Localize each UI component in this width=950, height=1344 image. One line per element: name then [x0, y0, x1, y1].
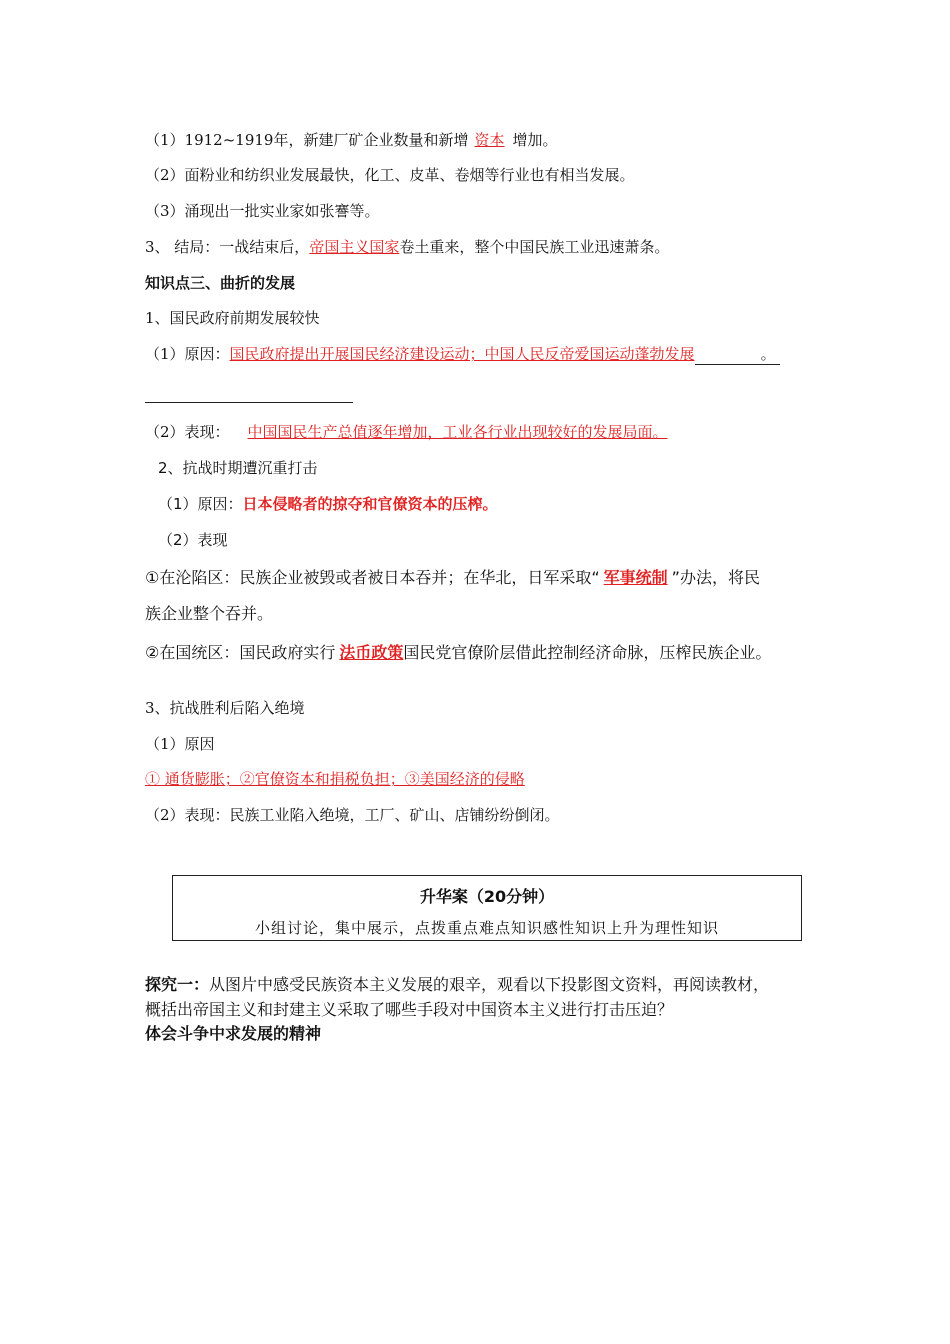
- line-reason-3: （1）原因: [145, 735, 215, 753]
- line-entrepreneurs: （3）涌现出一批实业家如张謇等。: [145, 202, 380, 220]
- inquiry-one: 探究一：从图片中感受民族资本主义发展的艰辛，观看以下投影图文资料，再阅读教材，: [145, 975, 770, 994]
- line-postwar: 3、抗战胜利后陷入绝境: [145, 699, 305, 717]
- line-capital: （1）1912~1919年，新建厂矿企业数量和新增 资本 增加。: [145, 131, 558, 149]
- line-industries: （2）面粉业和纺织业发展最快，化工、皮革、卷烟等行业也有相当发展。: [145, 166, 635, 184]
- line-manifestation-2: （2）表现: [158, 531, 228, 549]
- line-reason-2: （1）原因：日本侵略者的掠夺和官僚资本的压榨。: [158, 495, 498, 513]
- line-kmt-area: ②在国统区：国民政府实行 法币政策国民党官僚阶层借此控制经济命脉，压榨民族企业。: [145, 643, 772, 662]
- box-subtitle: 小组讨论，集中展示，点拨重点难点知识感性知识上升为理性知识: [254, 919, 719, 937]
- section-heading-3: 知识点三、曲折的发展: [145, 274, 296, 292]
- line-outcome: 3、 结局：一战结束后，帝国主义国家卷土重来，整个中国民族工业迅速萧条。: [145, 238, 670, 256]
- line-reason-1: （1）原因：国民政府提出开展国民经济建设运动；中国人民反帝爱国运动蓬勃发展 。: [145, 344, 780, 365]
- inquiry-spirit: 体会斗争中求发展的精神: [145, 1024, 322, 1043]
- line-early-period: 1、国民政府前期发展较快: [145, 309, 320, 327]
- line-manifestation-3: （2）表现：民族工业陷入绝境，工厂、矿山、店铺纷纷倒闭。: [145, 806, 560, 824]
- fill-in-rule: [145, 402, 353, 403]
- line-wartime: 2、抗战时期遭沉重打击: [158, 459, 318, 477]
- line-manifestation-1: （2）表现： 中国国民生产总值逐年增加，工业各行业出现较好的发展局面。: [145, 423, 668, 441]
- line-reason-3-answer: ① 通货膨胀；②官僚资本和捐税负担；③美国经济的侵略: [145, 770, 525, 788]
- inquiry-one-cont: 概括出帝国主义和封建主义采取了哪些手段对中国资本主义进行打击压迫？: [145, 1000, 674, 1019]
- line-occupied-area: ①在沦陷区：民族企业被毁或者被日本吞并；在华北，日军采取“ 军事统制 ”办法，将民: [145, 568, 760, 587]
- box-title: 升华案（20分钟）: [419, 887, 555, 906]
- line-occupied-area-cont: 族企业整个吞并。: [145, 604, 274, 623]
- sublimation-box: [172, 875, 802, 941]
